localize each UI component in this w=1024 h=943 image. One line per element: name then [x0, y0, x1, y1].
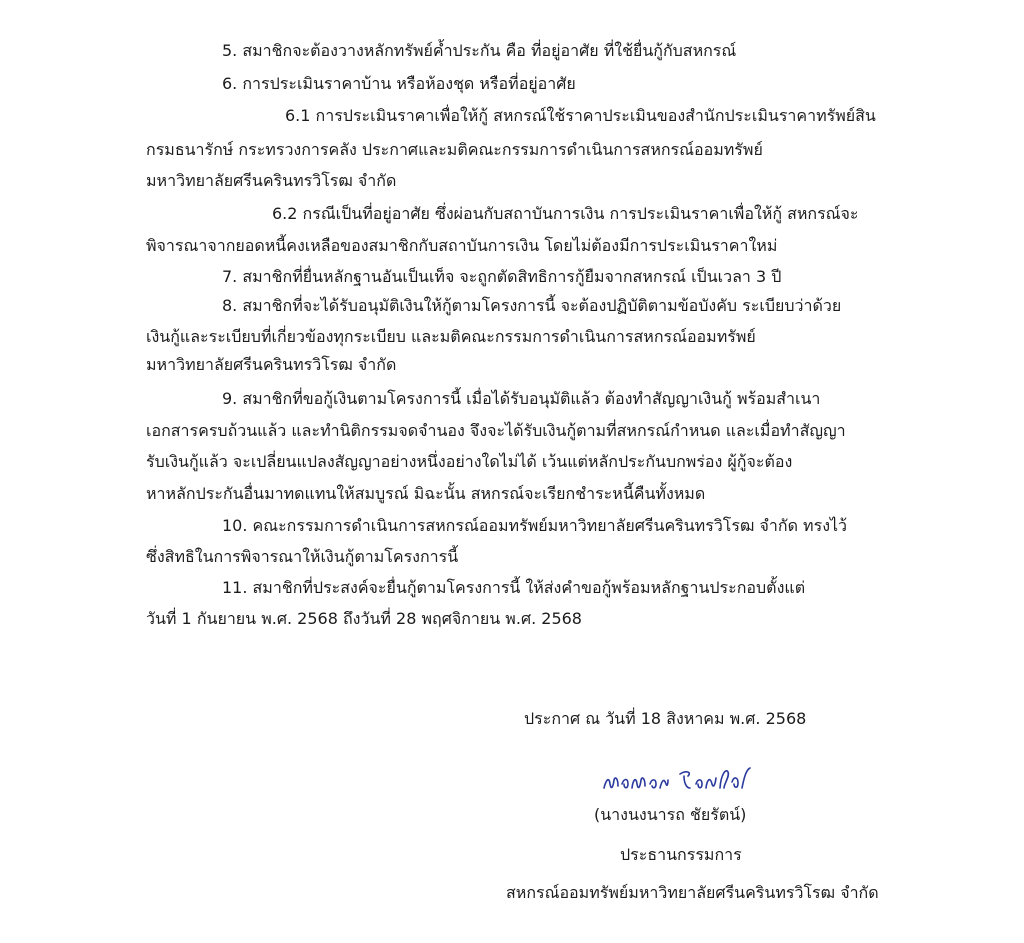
item-9-line-1: 9. สมาชิกที่ขอกู้เงินตามโครงการนี้ เมื่อได้รับอนุมัติแล้ว ต้องทำสัญญาเงินกู้ พร้อมสำเนา [222, 389, 821, 408]
item-9-line-3: รับเงินกู้แล้ว จะเปลี่ยนแปลงสัญญาอย่างหนึ่งอย่างใดไม่ได้ เว้นแต่หลักประกันบกพร่อง ผู้กู้จะต้อง [146, 452, 793, 471]
item-7-line-1: 7. สมาชิกที่ยื่นหลักฐานอันเป็นเท็จ จะถูกตัดสิทธิการกู้ยืมจากสหกรณ์ เป็นเวลา 3 ปี [222, 267, 782, 286]
signer-organization: สหกรณ์ออมทรัพย์มหาวิทยาลัยศรีนครินทรวิโรฒ จำกัด [506, 883, 879, 902]
item-8-line-2: เงินกู้และระเบียบที่เกี่ยวข้องทุกระเบียบ และมติคณะกรรมการดำเนินการสหกรณ์ออมทรัพย์ [146, 327, 756, 346]
signer-name: (นางนงนารถ ชัยรัตน์) [594, 805, 747, 824]
handwritten-signature [600, 762, 770, 796]
item-6-1-line-1: 6.1 การประเมินราคาเพื่อให้กู้ สหกรณ์ใช้ราคาประเมินของสำนักประเมินราคาทรัพย์สิน [285, 106, 876, 125]
item-8-line-3: มหาวิทยาลัยศรีนครินทรวิโรฒ จำกัด [146, 355, 397, 374]
item-11-line-1: 11. สมาชิกที่ประสงค์จะยื่นกู้ตามโครงการนี้ ให้ส่งคำขอกู้พร้อมหลักฐานประกอบตั้งแต่ [222, 578, 806, 597]
item-6-2-line-1: 6.2 กรณีเป็นที่อยู่อาศัย ซึ่งผ่อนกับสถาบันการเงิน การประเมินราคาเพื่อให้กู้ สหกรณ์จะ [272, 204, 859, 223]
item-9-line-4: หาหลักประกันอื่นมาทดแทนให้สมบูรณ์ มิฉะนั้น สหกรณ์จะเรียกชำระหนี้คืนทั้งหมด [146, 484, 706, 503]
item-6-line-1: 6. การประเมินราคาบ้าน หรือห้องชุด หรือที่อยู่อาศัย [222, 74, 576, 93]
item-10-line-1: 10. คณะกรรมการดำเนินการสหกรณ์ออมทรัพย์มหาวิทยาลัยศรีนครินทรวิโรฒ จำกัด ทรงไว้ [222, 516, 848, 535]
item-5-line-1: 5. สมาชิกจะต้องวางหลักทรัพย์ค้ำประกัน คือ ที่อยู่อาศัย ที่ใช้ยื่นกู้กับสหกรณ์ [222, 41, 737, 60]
item-10-line-2: ซึ่งสิทธิในการพิจารณาให้เงินกู้ตามโครงการนี้ [146, 547, 459, 566]
item-6-1-line-2: กรมธนารักษ์ กระทรวงการคลัง ประกาศและมติคณะกรรมการดำเนินการสหกรณ์ออมทรัพย์ [146, 140, 763, 159]
item-11-line-2: วันที่ 1 กันยายน พ.ศ. 2568 ถึงวันที่ 28 พฤศจิกายน พ.ศ. 2568 [146, 609, 582, 628]
announcement-date: ประกาศ ณ วันที่ 18 สิงหาคม พ.ศ. 2568 [524, 709, 807, 728]
item-9-line-2: เอกสารครบถ้วนแล้ว และทำนิติกรรมจดจำนอง จึงจะได้รับเงินกู้ตามที่สหกรณ์กำหนด และเมื่อทำสัญญา [146, 421, 846, 440]
item-6-2-line-2: พิจารณาจากยอดหนี้คงเหลือของสมาชิกกับสถาบันการเงิน โดยไม่ต้องมีการประเมินราคาใหม่ [146, 236, 778, 255]
item-8-line-1: 8. สมาชิกที่จะได้รับอนุมัติเงินให้กู้ตามโครงการนี้ จะต้องปฏิบัติตามข้อบังคับ ระเบียบว่าด้วย [222, 296, 842, 315]
item-6-1-line-3: มหาวิทยาลัยศรีนครินทรวิโรฒ จำกัด [146, 171, 397, 190]
signer-position: ประธานกรรมการ [620, 845, 742, 864]
